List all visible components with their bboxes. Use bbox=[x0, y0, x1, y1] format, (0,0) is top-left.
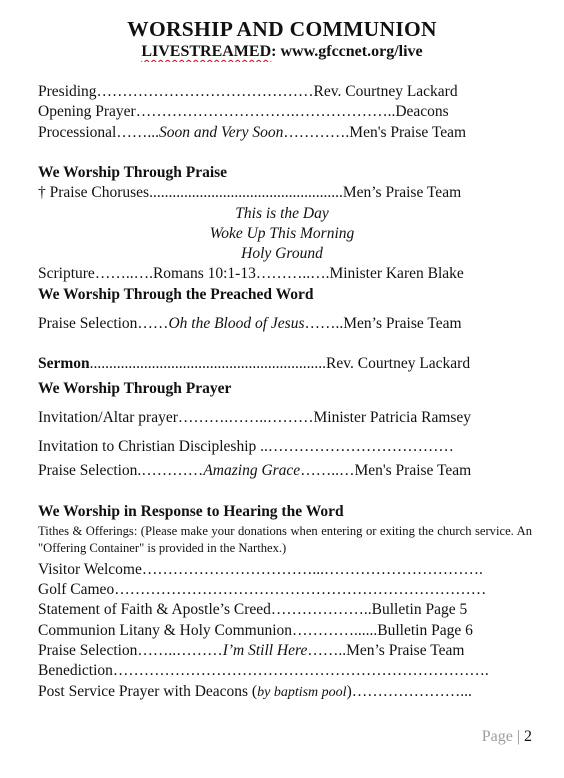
praise-selection-song: Oh the Blood of Jesus bbox=[168, 315, 305, 332]
song-title: Holy Ground bbox=[241, 245, 323, 262]
praise-selection-label: Praise Selection.………… bbox=[38, 462, 204, 479]
sermon-label: Sermon bbox=[38, 355, 90, 372]
processional-label: Processional……... bbox=[38, 124, 159, 141]
praise-choruses-line: † Praise Choruses..................................................Men’s Praise Team bbox=[38, 184, 462, 201]
post-service-line bbox=[38, 682, 532, 703]
invitation-line: Invitation/Altar prayer……….……..………Minister Patricia Ramsey bbox=[38, 409, 472, 426]
page-footer bbox=[482, 727, 532, 747]
sermon-leader: .............................................................Rev. Courtney Lackard bbox=[89, 355, 471, 372]
praise-selection-line bbox=[38, 461, 532, 481]
praise-selection-leader: ……..…Men's Praise Team bbox=[300, 462, 472, 479]
page-label: Page bbox=[481, 728, 513, 745]
song-title: This is the Day bbox=[235, 205, 329, 222]
processional-leader: ………….Men's Praise Team bbox=[283, 124, 467, 141]
praise-selection-line bbox=[38, 314, 532, 334]
livestream-line bbox=[0, 42, 564, 62]
post-service-leader: )…………………... bbox=[346, 683, 472, 700]
section-heading-preached-word: We Worship Through the Preached Word bbox=[38, 286, 314, 303]
song-title: Woke Up This Morning bbox=[209, 225, 355, 242]
post-service-note: by baptism pool bbox=[257, 685, 347, 700]
livestream-label: LIVESTREAMED bbox=[141, 43, 272, 60]
presiding-line: Presiding……………………………………Rev. Courtney Lackard bbox=[38, 83, 458, 100]
scripture-line: Scripture……..….Romans 10:1-13………..….Minister Karen Blake bbox=[38, 265, 464, 282]
praise-selection-leader: ……..Men’s Praise Team bbox=[304, 315, 462, 332]
footer-separator: | bbox=[516, 728, 520, 745]
benediction-line: Benediction………………………………………………………………. bbox=[38, 662, 489, 679]
section-heading-praise: We Worship Through Praise bbox=[38, 164, 228, 181]
praise-selection-leader: ……..Men’s Praise Team bbox=[307, 642, 465, 659]
praise-selection-line bbox=[38, 641, 532, 661]
post-service-label: Post Service Prayer with Deacons ( bbox=[38, 683, 258, 700]
statement-of-faith-line: Statement of Faith & Apostle’s Creed………………..Bulletin Page 5 bbox=[38, 601, 468, 618]
communion-line: Communion Litany & Holy Communion…………......Bulletin Page 6 bbox=[38, 622, 473, 639]
section-heading-prayer: We Worship Through Prayer bbox=[38, 380, 232, 397]
praise-selection-label: Praise Selection……..……… bbox=[38, 642, 223, 659]
praise-selection-song: I’m Still Here bbox=[222, 642, 308, 659]
praise-selection-song: Amazing Grace bbox=[203, 462, 301, 479]
page-title: WORSHIP AND COMMUNION bbox=[127, 17, 437, 41]
tithes-note: Tithes & Offerings: (Please make your donations when entering or exiting the church service. An "Offering Container" is provided in the Narthex.) bbox=[38, 524, 532, 555]
praise-selection-label: Praise Selection…… bbox=[38, 315, 169, 332]
processional-line bbox=[38, 123, 532, 143]
golf-cameo-line: Golf Cameo……………………………………………………………… bbox=[38, 581, 487, 598]
discipleship-line: Invitation to Christian Discipleship ..……………………………… bbox=[38, 438, 454, 455]
section-heading-response: We Worship in Response to Hearing the Word bbox=[38, 503, 344, 520]
page-number: 2 bbox=[524, 728, 532, 745]
sermon-line bbox=[38, 354, 532, 374]
livestream-url[interactable]: : www.gfccnet.org/live bbox=[271, 43, 423, 60]
processional-song: Soon and Very Soon bbox=[158, 124, 284, 141]
visitor-welcome-line: Visitor Welcome……………………………...…………………………. bbox=[38, 561, 483, 578]
opening-prayer-line: Opening Prayer………………………….………………..Deacons bbox=[38, 103, 449, 120]
